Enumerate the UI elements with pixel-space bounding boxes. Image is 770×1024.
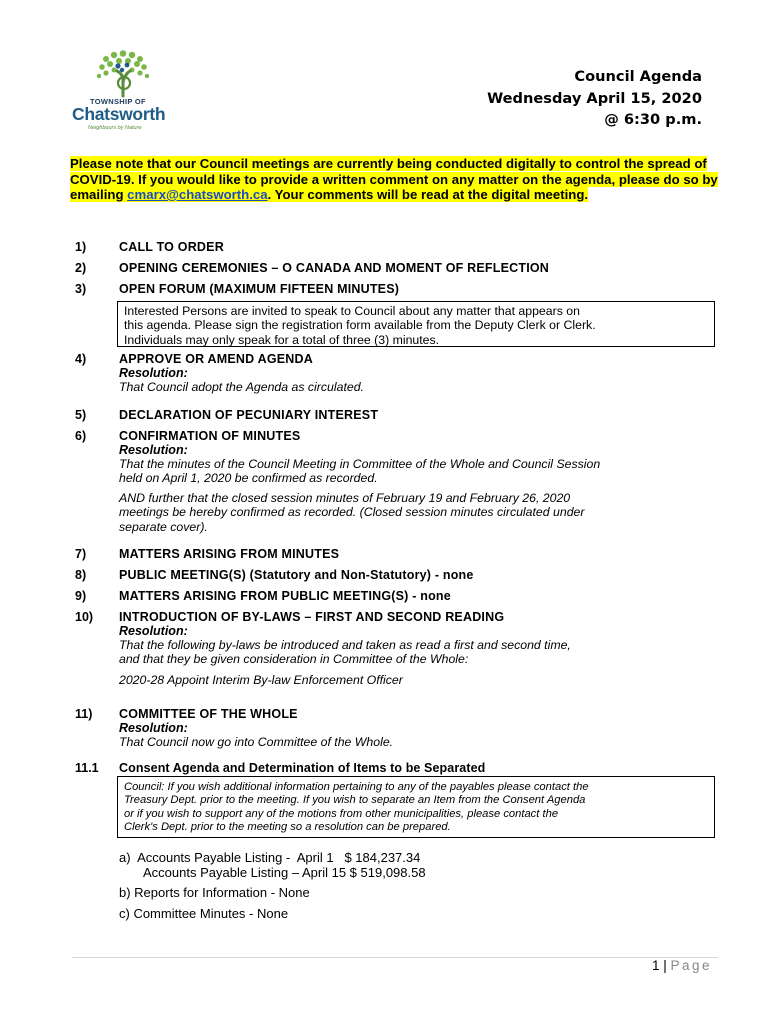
info-line: or if you wish to support any of the motions from other municipalities, please contact the bbox=[124, 807, 559, 820]
bylaw-entry: 2020-28 Appoint Interim By-law Enforcement Officer bbox=[119, 673, 403, 687]
resolution-label: Resolution: bbox=[119, 366, 188, 380]
info-line: Individuals may only speak for a total of three (3) minutes. bbox=[124, 332, 440, 347]
text-line: held on April 1, 2020 be confirmed as recorded. bbox=[119, 471, 378, 486]
accounts-payable-line-1: a) Accounts Payable Listing - April 1 $ 184,237.34 bbox=[119, 850, 421, 865]
item-number: 10) bbox=[75, 610, 94, 624]
township-logo bbox=[68, 50, 178, 132]
item-title: OPENING CEREMONIES – O CANADA AND MOMENT OF REFLECTION bbox=[119, 261, 550, 275]
item-number: 4) bbox=[75, 352, 87, 366]
resolution-text: That Council now go into Committee of the Whole. bbox=[119, 735, 394, 749]
header-time: @ 6:30 p.m. bbox=[604, 111, 702, 128]
reports-for-information: b) Reports for Information - None bbox=[119, 885, 310, 900]
header-title: Council Agenda bbox=[574, 68, 702, 85]
resolution-text bbox=[119, 457, 719, 486]
resolution-text: That Council adopt the Agenda as circulated. bbox=[119, 380, 364, 394]
text-line: That the following by-laws be introduced and taken as read a first and second time, bbox=[119, 638, 571, 652]
item-title: INTRODUCTION OF BY-LAWS – FIRST AND SECOND READING bbox=[119, 610, 505, 624]
logo-small-text: TOWNSHIP OF bbox=[90, 97, 146, 106]
notice-email-link[interactable]: cmarx@chatsworth.ca bbox=[127, 187, 268, 202]
resolution-text bbox=[119, 638, 719, 667]
text-line: and that they be given consideration in Committee of the Whole: bbox=[119, 652, 469, 667]
consent-agenda-info-box bbox=[117, 776, 715, 838]
text-line: AND further that the closed session minutes of February 19 and February 26, 2020 bbox=[119, 491, 571, 505]
item-number: 3) bbox=[75, 282, 87, 296]
resolution-label: Resolution: bbox=[119, 443, 188, 457]
item-number: 11) bbox=[75, 707, 93, 721]
page-number: 1 bbox=[651, 958, 660, 973]
item-number: 2) bbox=[75, 261, 87, 275]
item-title: DECLARATION OF PECUNIARY INTEREST bbox=[119, 408, 379, 422]
agenda-header bbox=[487, 66, 702, 131]
info-line: Treasury Dept. prior to the meeting. If you wish to separate an Item from the Consent Agenda bbox=[124, 794, 586, 807]
committee-minutes: c) Committee Minutes - None bbox=[119, 906, 289, 921]
open-forum-info-box bbox=[117, 301, 715, 347]
item-title: OPEN FORUM (MAXIMUM FIFTEEN MINUTES) bbox=[119, 282, 400, 296]
info-line: this agenda. Please sign the registration form available from the Deputy Clerk or Clerk. bbox=[124, 318, 596, 333]
info-line: Council: If you wish additional information pertaining to any of the payables please contact the bbox=[124, 781, 589, 793]
accounts-payable-line-2: Accounts Payable Listing – April 15 $ 519,098.58 bbox=[143, 865, 426, 880]
item-number: 9) bbox=[75, 589, 87, 603]
item-title: CALL TO ORDER bbox=[119, 240, 224, 254]
info-line: Interested Persons are invited to speak to Council about any matter that appears on bbox=[124, 304, 580, 318]
page-word: Page bbox=[670, 958, 712, 973]
notice-text-before: Please note that our Council meetings are currently being conducted digitally to control the spread of COVID-19. If you would like to provide a written comment on any matter on the agenda, please do so by emailing bbox=[70, 156, 718, 202]
text-line: That the minutes of the Council Meeting in Committee of the Whole and Council Session bbox=[119, 457, 601, 471]
item-number: 11.1 bbox=[75, 761, 99, 775]
item-title: MATTERS ARISING FROM MINUTES bbox=[119, 547, 340, 561]
covid-notice bbox=[70, 156, 720, 203]
notice-text-after: . Your comments will be read at the digital meeting. bbox=[267, 187, 589, 202]
item-title: Consent Agenda and Determination of Items to be Separated bbox=[119, 761, 486, 775]
item-title: MATTERS ARISING FROM PUBLIC MEETING(S) - none bbox=[119, 589, 451, 603]
header-date: Wednesday April 15, 2020 bbox=[487, 89, 702, 107]
page-footer bbox=[652, 958, 712, 973]
item-number: 8) bbox=[75, 568, 87, 582]
info-line: Clerk's Dept. prior to the meeting so a resolution can be prepared. bbox=[124, 821, 451, 834]
resolution-label: Resolution: bbox=[119, 624, 188, 638]
item-number: 7) bbox=[75, 547, 87, 561]
page-separator: | bbox=[659, 958, 671, 973]
item-title: PUBLIC MEETING(S) (Statutory and Non-Statutory) - none bbox=[119, 568, 474, 582]
item-number: 6) bbox=[75, 429, 87, 443]
resolution-label: Resolution: bbox=[119, 721, 188, 735]
logo-name: Chatsworth bbox=[72, 104, 166, 124]
footer-divider bbox=[72, 957, 718, 958]
text-line: separate cover). bbox=[119, 519, 208, 534]
item-number: 5) bbox=[75, 408, 87, 422]
item-title: APPROVE OR AMEND AGENDA bbox=[119, 352, 313, 366]
item-title: CONFIRMATION OF MINUTES bbox=[119, 429, 301, 443]
item-number: 1) bbox=[75, 240, 87, 254]
logo-tagline: Neighbours by Nature bbox=[88, 125, 142, 131]
text-line: meetings be hereby confirmed as recorded. (Closed session minutes circulated under bbox=[119, 505, 585, 520]
resolution-text-2 bbox=[119, 491, 719, 534]
item-title: COMMITTEE OF THE WHOLE bbox=[119, 707, 298, 721]
tree-icon bbox=[94, 50, 152, 98]
